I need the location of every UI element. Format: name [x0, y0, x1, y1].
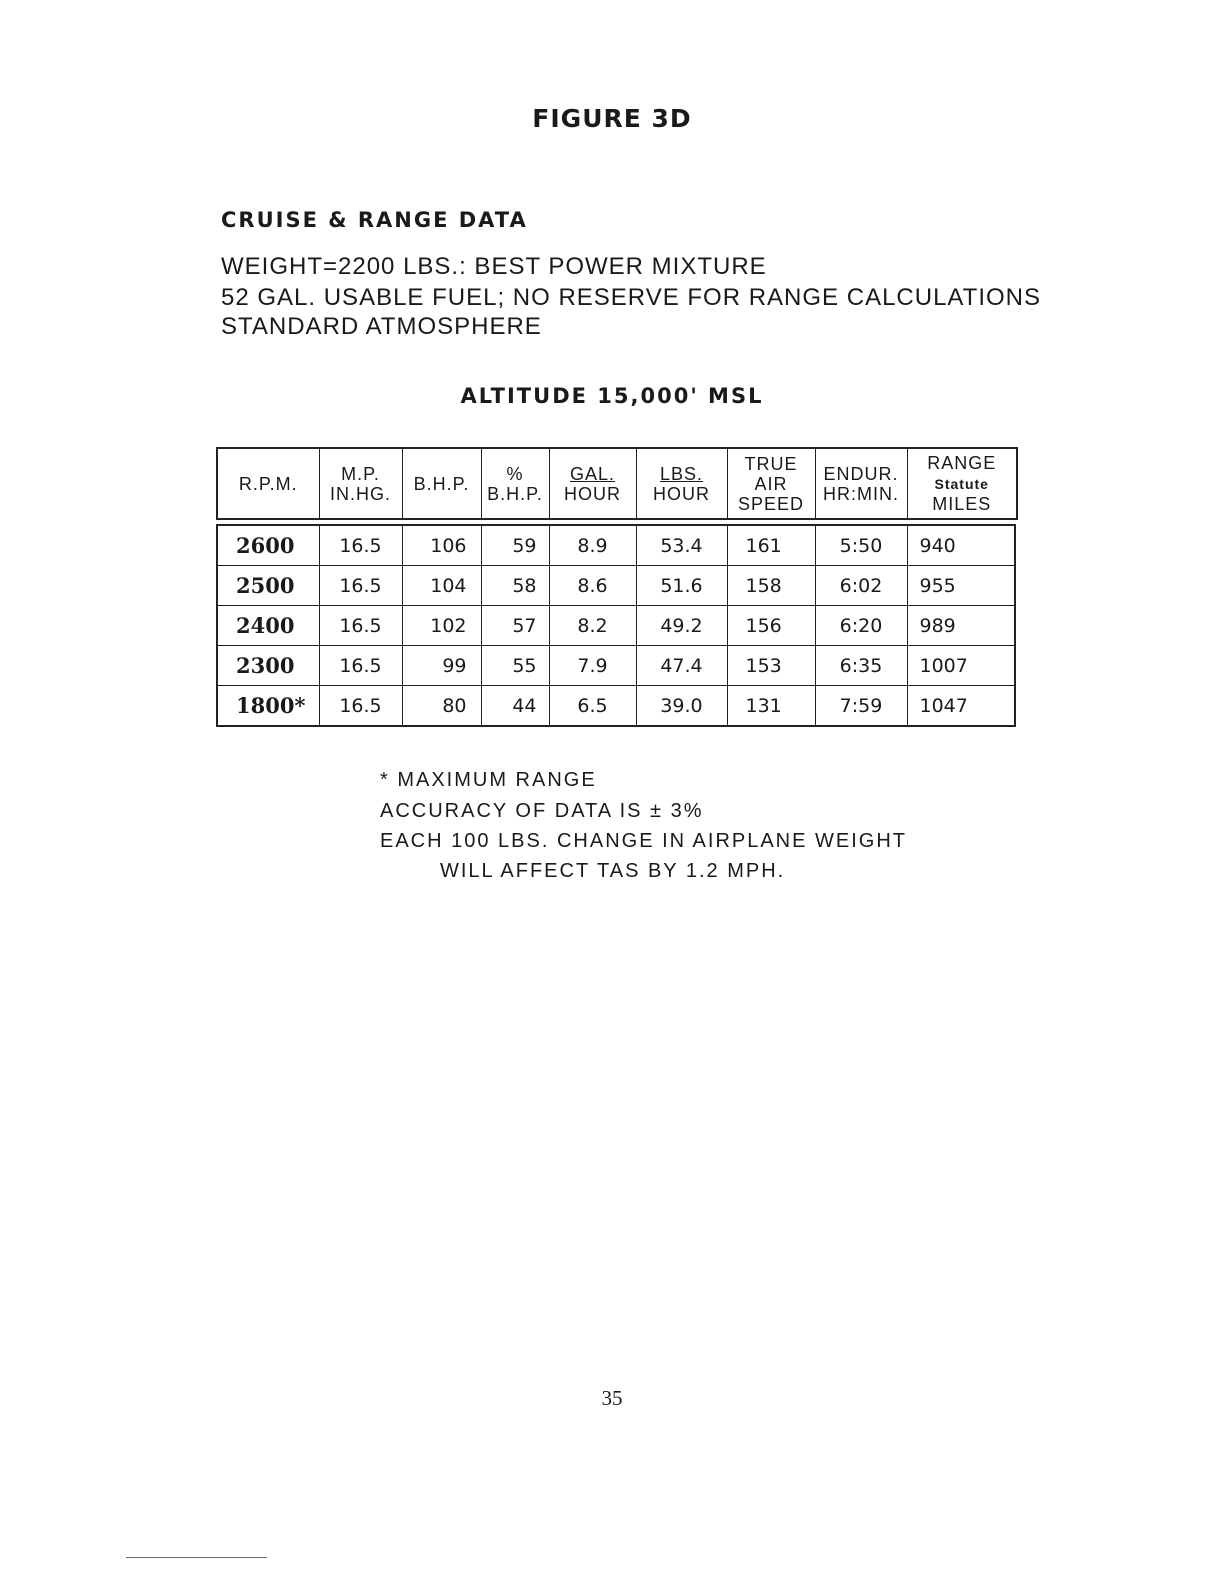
table-row: [217, 525, 1015, 566]
cell-mp: 16.5: [319, 606, 402, 646]
header-rpm: R.P.M.: [238, 473, 298, 494]
table-row: [217, 646, 1015, 686]
cell-rpm: 2500: [217, 566, 319, 606]
cell-endurance: 6:20: [815, 606, 907, 646]
page-number: 35: [601, 1386, 623, 1410]
table-row: [217, 566, 1015, 606]
altitude-heading: ALTITUDE 15,000' MSL: [460, 384, 764, 408]
header-lbs-hour: LBS. HOUR: [636, 448, 727, 519]
note-tas-effect: WILL AFFECT TAS BY 1.2 MPH.: [440, 860, 786, 882]
note-weight-change: EACH 100 LBS. CHANGE IN AIRPLANE WEIGHT: [380, 830, 908, 852]
cell-true-air-speed: 131: [727, 686, 815, 727]
cell-gal-hour: 8.9: [549, 525, 636, 566]
cell-mp: 16.5: [319, 646, 402, 686]
cruise-data-table: [216, 524, 1016, 727]
cell-pct-bhp: 55: [481, 646, 549, 686]
cell-lbs-hour: 39.0: [636, 686, 727, 727]
figure-title: FIGURE 3D: [532, 104, 692, 133]
header-range: RANGE Statute MILES: [907, 448, 1017, 519]
cell-mp: 16.5: [319, 686, 402, 727]
cell-true-air-speed: 158: [727, 566, 815, 606]
cell-true-air-speed: 161: [727, 525, 815, 566]
header-endurance: ENDUR. HR:MIN.: [815, 448, 907, 519]
cell-pct-bhp: 57: [481, 606, 549, 646]
cell-mp: 16.5: [319, 525, 402, 566]
cell-lbs-hour: 53.4: [636, 525, 727, 566]
scan-rule: [126, 1557, 267, 1558]
cell-endurance: 7:59: [815, 686, 907, 727]
section-title: CRUISE & RANGE DATA: [221, 208, 528, 232]
cell-range: 989: [907, 606, 1015, 646]
table-row: [217, 606, 1015, 646]
condition-atmosphere: STANDARD ATMOSPHERE: [221, 313, 542, 340]
cell-lbs-hour: 49.2: [636, 606, 727, 646]
cell-pct-bhp: 44: [481, 686, 549, 727]
cell-true-air-speed: 156: [727, 606, 815, 646]
cell-range: 1047: [907, 686, 1015, 727]
condition-weight: WEIGHT=2200 LBS.: BEST POWER MIXTURE: [221, 253, 767, 280]
header-pct-bhp: % B.H.P.: [481, 448, 549, 519]
cell-rpm: 2400: [217, 606, 319, 646]
table-header: [216, 447, 1018, 520]
cell-bhp: 99: [402, 646, 481, 686]
cell-lbs-hour: 51.6: [636, 566, 727, 606]
cell-rpm: 2300: [217, 646, 319, 686]
cell-rpm: 1800*: [217, 686, 319, 727]
cell-gal-hour: 8.2: [549, 606, 636, 646]
cell-bhp: 104: [402, 566, 481, 606]
header-true-air-speed: TRUE AIR SPEED: [727, 448, 815, 519]
cell-bhp: 80: [402, 686, 481, 727]
cell-range: 1007: [907, 646, 1015, 686]
cell-gal-hour: 7.9: [549, 646, 636, 686]
cell-lbs-hour: 47.4: [636, 646, 727, 686]
cell-mp: 16.5: [319, 566, 402, 606]
table-row: [217, 686, 1015, 727]
condition-fuel: 52 GAL. USABLE FUEL; NO RESERVE FOR RANGE CALCULATIONS: [221, 284, 1041, 311]
cell-pct-bhp: 59: [481, 525, 549, 566]
header-mp: M.P. IN.HG.: [319, 448, 402, 519]
note-maximum-range: * MAXIMUM RANGE: [380, 769, 597, 791]
header-gal-hour: GAL. HOUR: [549, 448, 636, 519]
cell-gal-hour: 6.5: [549, 686, 636, 727]
cell-true-air-speed: 153: [727, 646, 815, 686]
cell-range: 955: [907, 566, 1015, 606]
cell-range: 940: [907, 525, 1015, 566]
cell-pct-bhp: 58: [481, 566, 549, 606]
cell-endurance: 5:50: [815, 525, 907, 566]
header-bhp: B.H.P.: [402, 448, 481, 519]
cell-rpm: 2600: [217, 525, 319, 566]
cell-bhp: 106: [402, 525, 481, 566]
cell-bhp: 102: [402, 606, 481, 646]
cell-endurance: 6:35: [815, 646, 907, 686]
cell-gal-hour: 8.6: [549, 566, 636, 606]
cell-endurance: 6:02: [815, 566, 907, 606]
note-accuracy: ACCURACY OF DATA IS ± 3%: [380, 800, 704, 822]
